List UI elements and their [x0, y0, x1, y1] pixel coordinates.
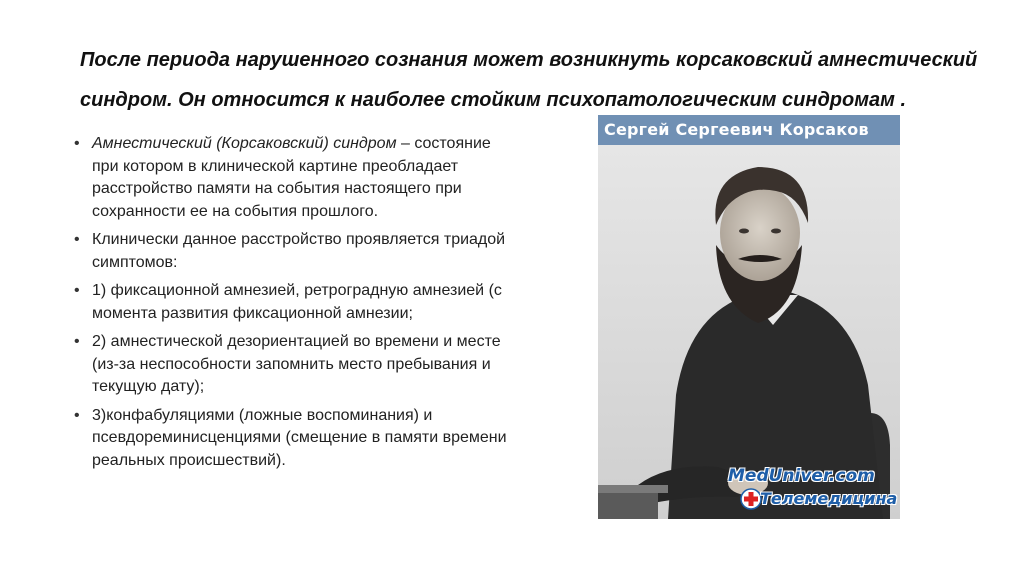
bullet-text: 3)конфабуляциями (ложные воспоминания) и псевдореминисценциями (смещение в памяти времени реальных происшествий). [92, 406, 507, 469]
slide-heading [80, 40, 978, 120]
watermark-site: MedUniver.com [728, 466, 875, 486]
bullet-text: 2) амнестической дезориентацией во времени и месте (из-за неспособности запомнить место пребывания и текущую дату); [92, 333, 501, 395]
medunivers-watermark [720, 466, 900, 516]
bullet-list [72, 133, 512, 478]
bullet-item-triad [72, 229, 512, 274]
watermark-tagline: Телемедицина [760, 489, 898, 508]
red-cross-icon [740, 488, 762, 510]
portrait-photo [598, 145, 900, 519]
bullet-text: – состояние при котором в клинической картине преобладает расстройство памяти на события настоящего при сохранности ее на события прошлого. [92, 135, 491, 220]
portrait-figure [598, 115, 900, 519]
bullet-item-symptom-2 [72, 331, 512, 399]
bullet-item-definition [72, 133, 512, 223]
bullet-item-symptom-3 [72, 405, 512, 473]
bullet-lead: Амнестический (Корсаковский) синдром [92, 135, 397, 152]
heading-line-2: синдром. Он относится к наиболее стойким психопатологическим синдромам . [80, 89, 907, 111]
bullet-item-symptom-1 [72, 280, 512, 325]
bullet-text: 1) фиксационной амнезией, ретроградную амнезией (с момента развития фиксационной амнезии; [92, 282, 502, 322]
portrait-caption: Сергей Сергеевич Корсаков [598, 115, 900, 145]
bullet-text: Клинически данное расстройство проявляется триадой симптомов: [92, 231, 506, 271]
heading-line-1: После периода нарушенного сознания может возникнуть корсаковский амнестический [80, 49, 978, 71]
